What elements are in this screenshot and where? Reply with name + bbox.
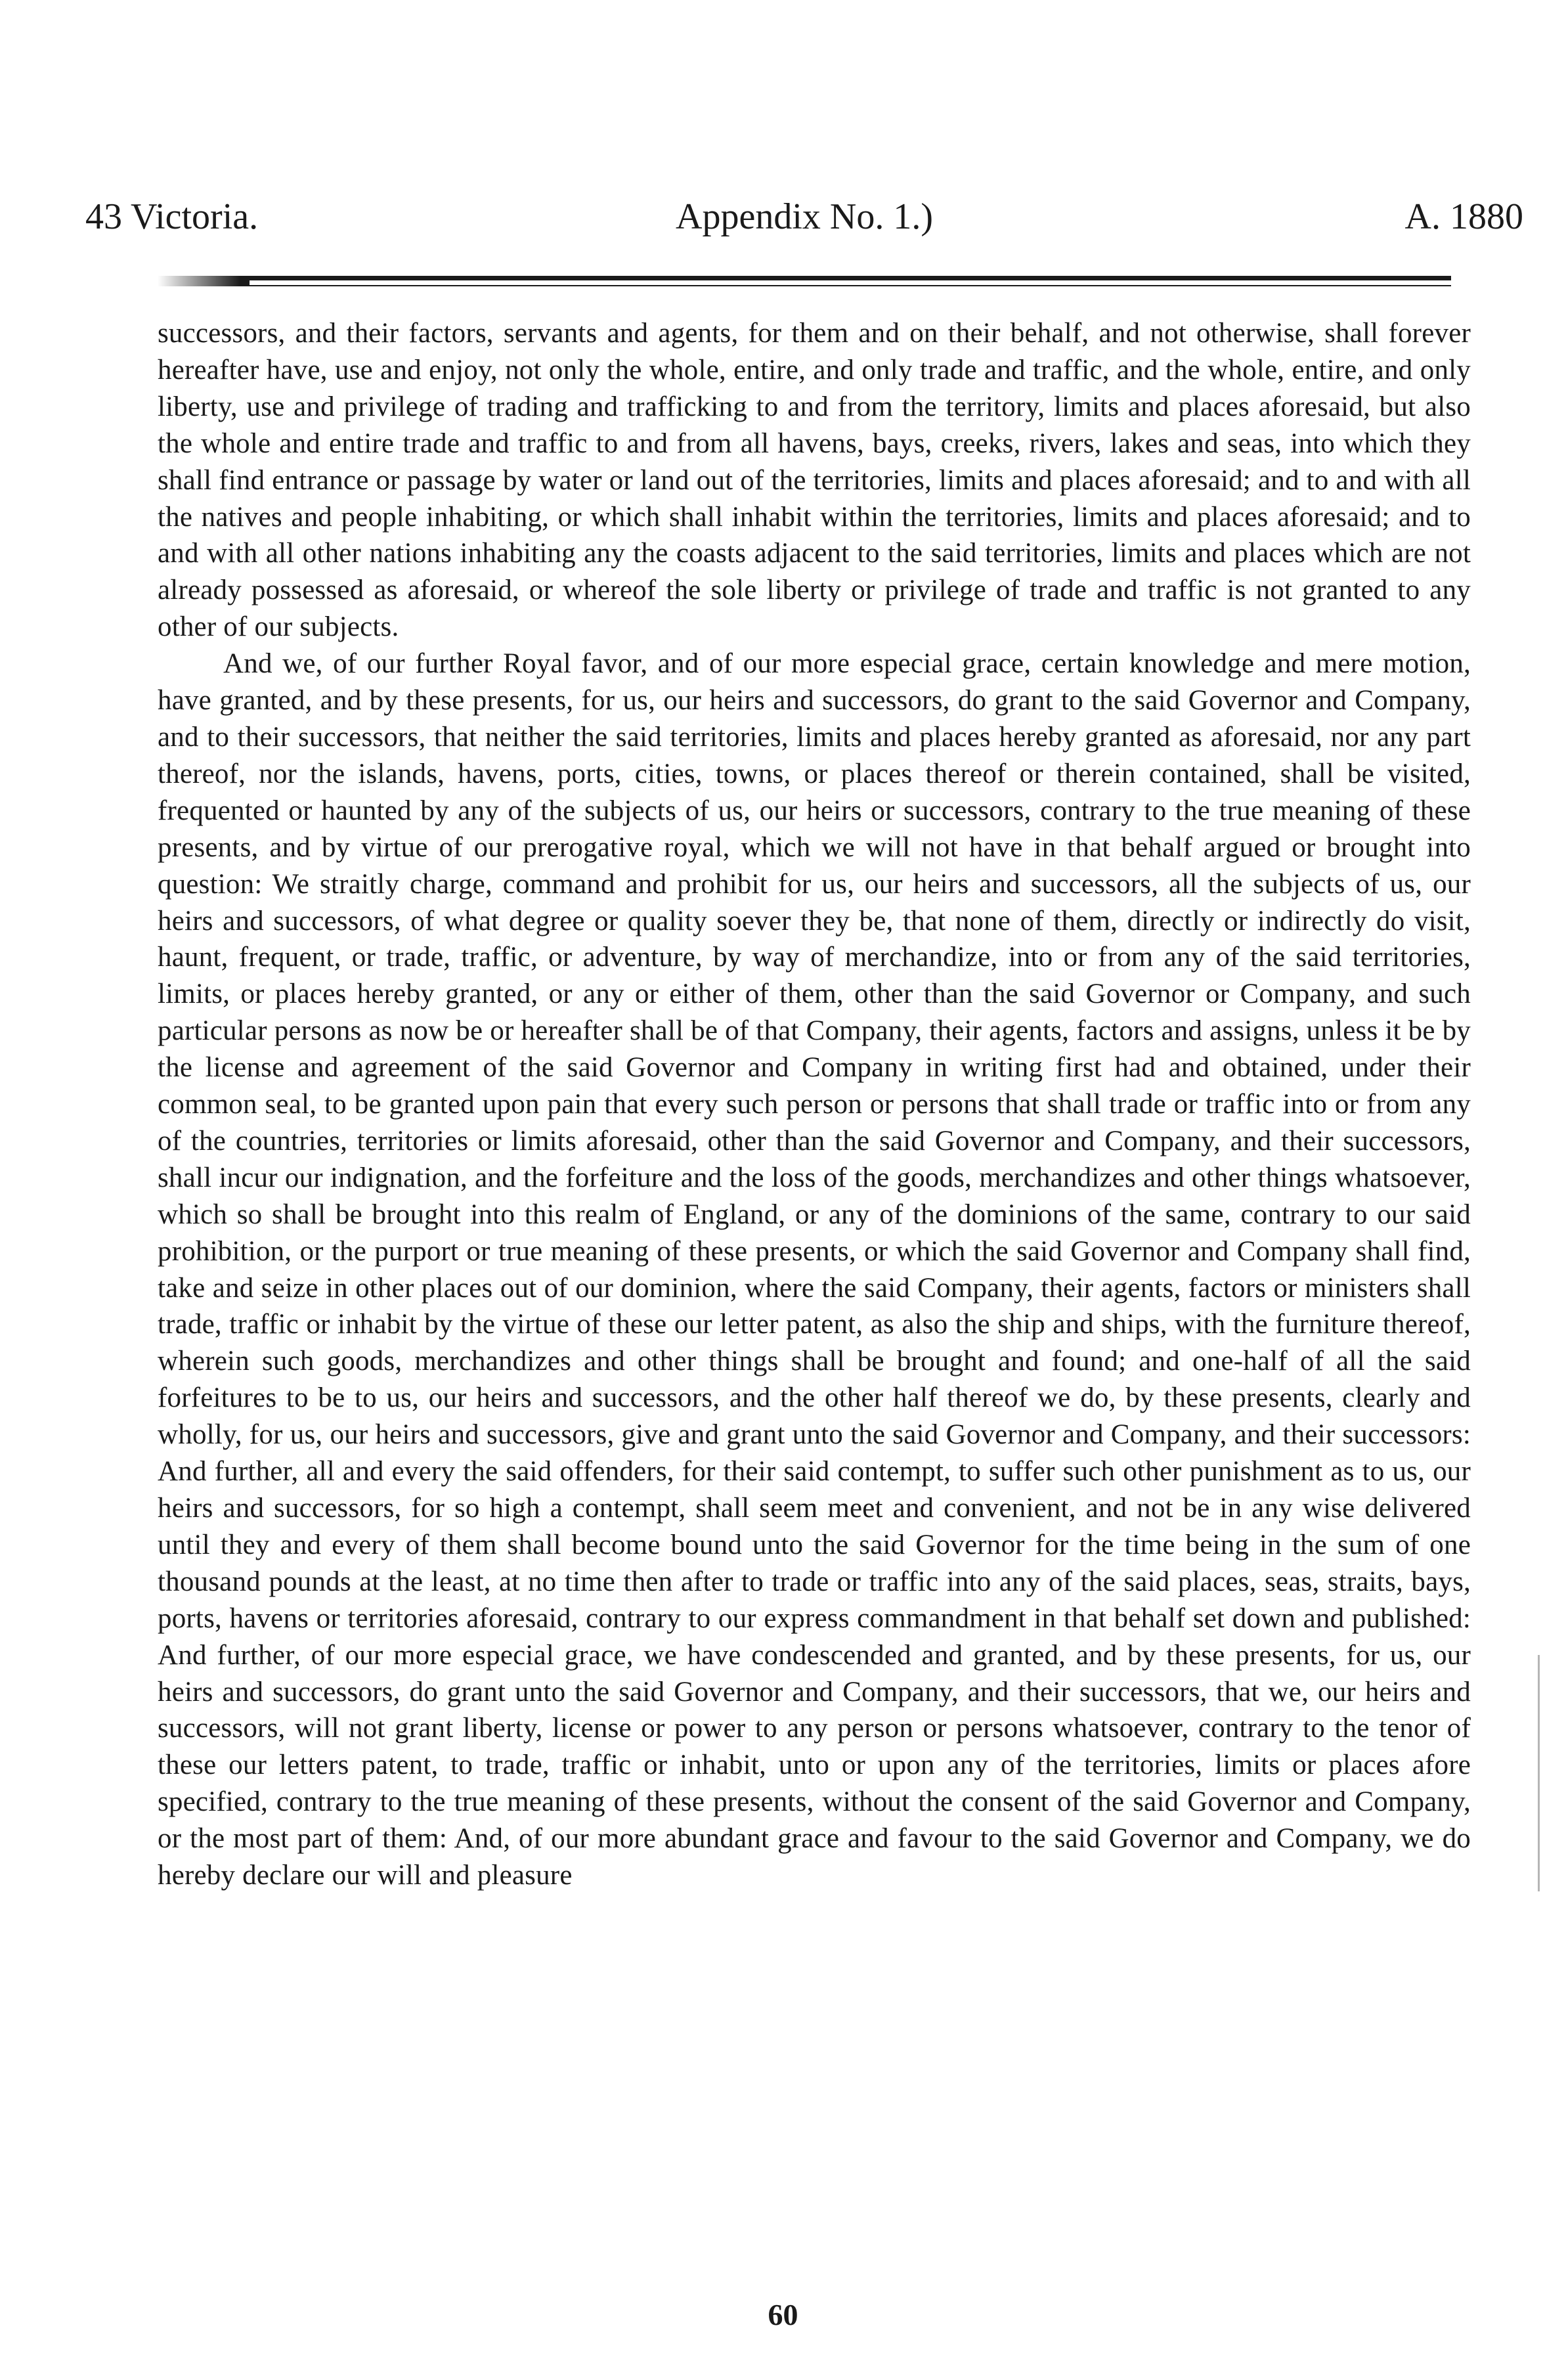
margin-scan-mark <box>1538 1655 1540 1891</box>
header-rule-thin <box>250 285 1451 286</box>
body-text <box>158 315 1471 1894</box>
header-year: A. 1880 <box>1404 196 1523 237</box>
page-number: 60 <box>768 2298 798 2331</box>
page-header <box>85 190 1523 243</box>
paragraph-continued: successors, and their factors, servants and agents, for them and on their behalf, and not otherwise, shall forever hereafter have, use and enjoy, not only the whole, entire, and only trade and traffic, and the whole, entire, and only liberty, use and privilege of trading and trafficking to and from the territory, limits and places aforesaid, but also the whole and entire trade and traffic to and from all havens, bays, creeks, rivers, lakes and seas, into which they shall find entrance or passage by water or land out of the territories, limits and places aforesaid; and to and with all the natives and people inhabiting, or which shall inhabit within the territories, limits and places aforesaid; and to and with all other nations inhabiting any the coasts adjacent to the said territories, limits and places which are not already possessed as aforesaid, or whereof the sole liberty or privilege of trade and traffic is not granted to any other of our subjects. <box>158 318 1471 643</box>
header-rule-thick <box>250 276 1451 280</box>
paragraph-royal-favor: And we, of our further Royal favor, and of our more especial grace, certain knowledge and mere motion, have granted, and by these presents, for us, our heirs and successors, do grant to the said Governor and Company, and to their successors, that neither the said territories, limits and places hereby granted as aforesaid, nor any part thereof, nor the islands, havens, ports, cities, towns, or places thereof or therein contained, shall be visited, frequented or haunted by any of the subjects of us, our heirs or successors, contrary to the true meaning of these presents, and by virtue of our prerogative royal, which we will not have in that behalf argued or brought into question: We straitly charge, command and prohibit for us, our heirs and successors, all the subjects of us, our heirs and successors, of what degree or quality soever they be, that none of them, directly or indirectly do visit, haunt, frequent, or trade, traffic, or adventure, by way of merchandize, into or from any of the said territories, limits, or places hereby granted, or any or either of them, other than the said Governor or Company, and such particular persons as now be or hereafter shall be of that Company, their agents, factors and assigns, unless it be by the license and agreement of the said Governor and Company in writing first had and obtained, under their common seal, to be granted upon pain that every such person or persons that shall trade or traffic into or from any of the countries, territories or limits aforesaid, other than the said Governor and Company, and their successors, shall incur our indignation, and the forfeiture and the loss of the goods, merchandizes and other things whatsoever, which so shall be brought into this realm of England, or any of the dominions of the same, contrary to our said prohibition, or the purport or true meaning of these presents, or which the said Governor and Company shall find, take and seize in other places out of our dominion, where the said Company, their agents, factors or ministers shall trade, traffic or inhabit by the virtue of these our letter patent, as also the ship and ships, with the furniture thereof, wherein such goods, merchandizes and other things shall be brought and found; and one-half of all the said forfeitures to be to us, our heirs and successors, and the other half thereof we do, by these presents, clearly and wholly, for us, our heirs and successors, give and grant unto the said Governor and Company, and their successors: And further, all and every the said offenders, for their said contempt, to suffer such other punishment as to us, our heirs and successors, for so high a contempt, shall seem meet and convenient, and not be in any wise delivered until they and every of them shall become bound unto the said Governor for the time being in the sum of one thousand pounds at the least, at no time then after to trade or traffic into any of the said places, seas, straits, bays, ports, havens or territories aforesaid, contrary to our express commandment in that behalf set down and published: And further, of our more especial grace, we have condescended and granted, and by these presents, for us, our heirs and successors, do grant unto the said Governor and Company, and their successors, that we, our heirs and successors, will not grant liberty, license or power to any person or persons whatsoever, contrary to the tenor of these our letters patent, to trade, traffic or inhabit, unto or upon any of the territories, limits or places afore specified, contrary to the true meaning of these presents, without the consent of the said Governor and Company, or the most part of them: And, of our more abundant grace and favour to the said Governor and Company, we do hereby declare our will and pleasure <box>158 648 1471 1891</box>
header-rule-taper <box>158 276 250 286</box>
header-session: 43 Victoria. <box>85 196 259 237</box>
header-appendix: Appendix No. 1.) <box>676 196 933 237</box>
